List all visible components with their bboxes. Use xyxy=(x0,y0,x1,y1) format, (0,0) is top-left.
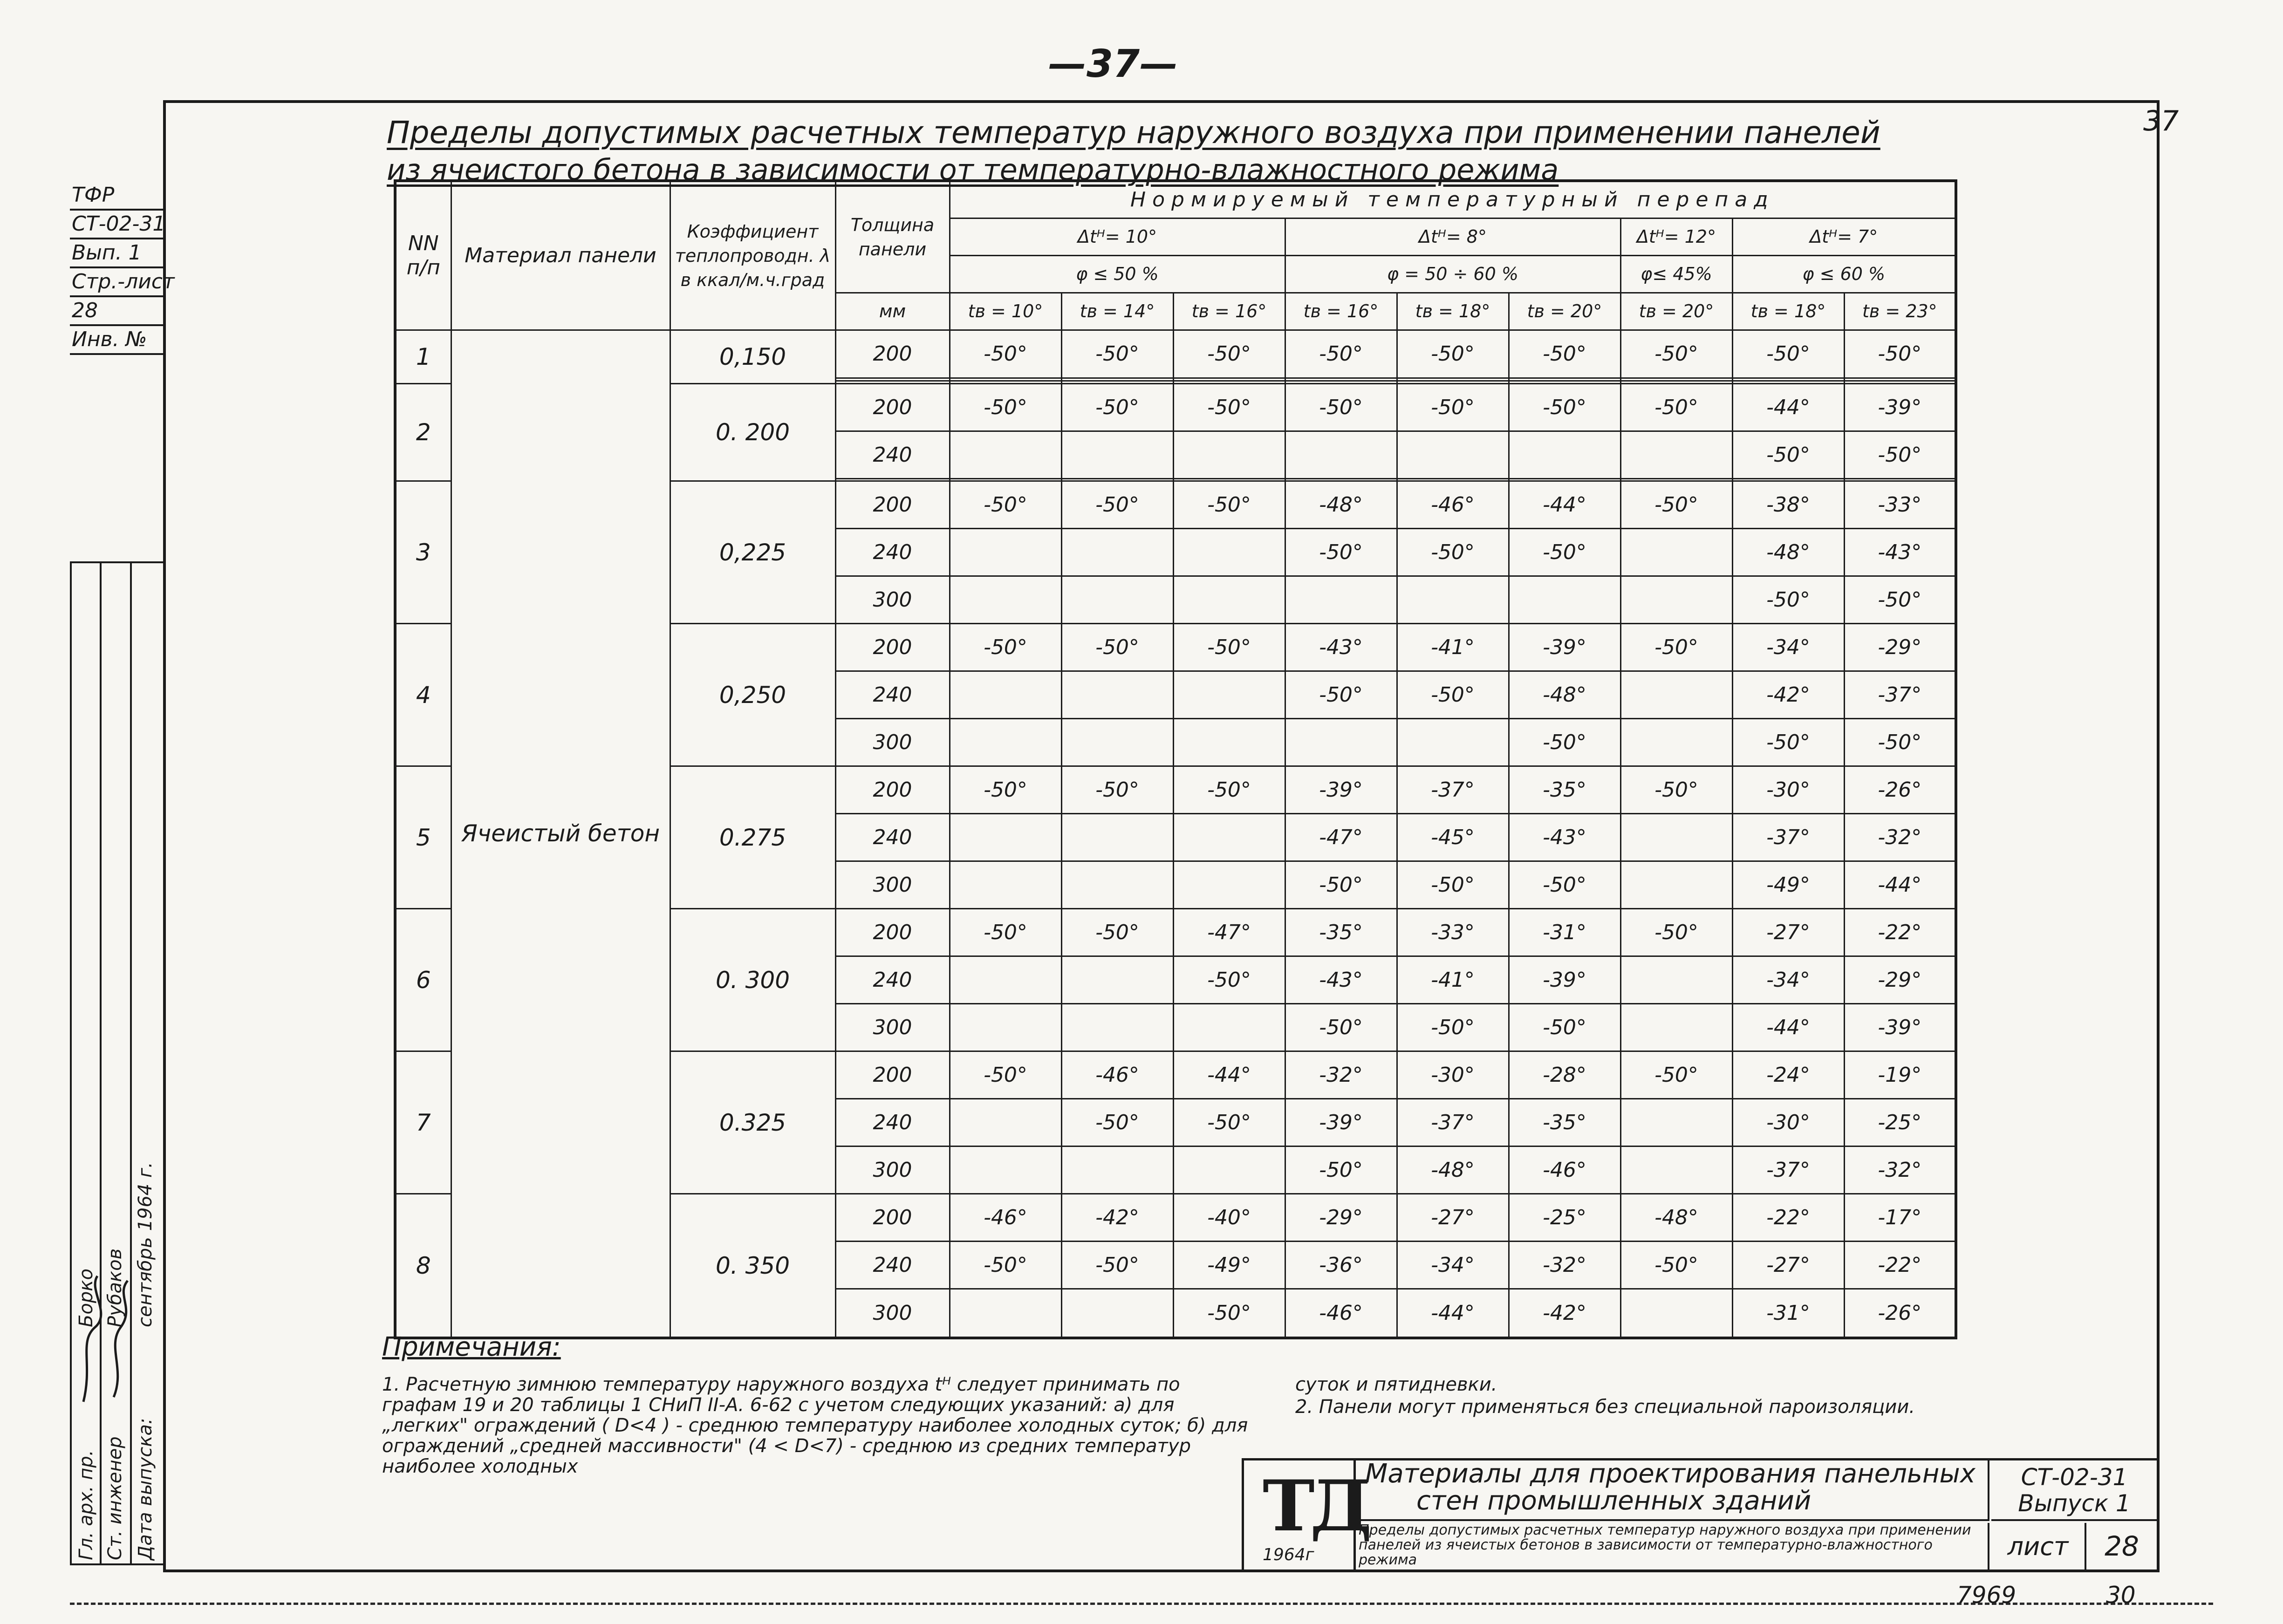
temperature-cell: -32° xyxy=(1285,1051,1397,1099)
temperature-cell: -50° xyxy=(1285,671,1397,719)
header-material: Материал панели xyxy=(451,181,670,330)
panel-thickness: 200 xyxy=(835,330,950,378)
temperature-cell: -50° xyxy=(1285,861,1397,909)
temperature-cell: -41° xyxy=(1397,624,1509,671)
temperature-cell: -50° xyxy=(1285,383,1397,431)
temperature-cell xyxy=(1620,1146,1732,1194)
temperature-cell: -42° xyxy=(1732,671,1844,719)
table-row xyxy=(395,330,1956,378)
stamp-row: Вып. 1 xyxy=(70,239,163,268)
temperature-cell: -27° xyxy=(1732,909,1844,956)
header-group-2-dt: Δtᴴ= 8° xyxy=(1285,218,1620,255)
header-col-tv: tв = 18° xyxy=(1732,293,1844,330)
temperature-cell xyxy=(1061,814,1173,861)
header-col-tv: tв = 16° xyxy=(1173,293,1285,330)
temperature-cell xyxy=(1061,719,1173,766)
temperature-cell xyxy=(1173,671,1285,719)
temperature-cell: -30° xyxy=(1732,766,1844,814)
temperature-cell: -41° xyxy=(1397,956,1509,1004)
temperature-cell: -33° xyxy=(1844,481,1956,529)
panel-thickness: 240 xyxy=(835,671,950,719)
temperature-cell: -50° xyxy=(1620,624,1732,671)
header-col-tv: tв = 23° xyxy=(1844,293,1956,330)
temperature-cell: -50° xyxy=(950,383,1061,431)
temperature-cell: -43° xyxy=(1509,814,1620,861)
header-col-tv: tв = 20° xyxy=(1509,293,1620,330)
temperature-cell: -50° xyxy=(1844,576,1956,624)
temperature-cell: -50° xyxy=(1397,1004,1509,1051)
temperature-cell: -50° xyxy=(950,1242,1061,1289)
panel-thickness: 200 xyxy=(835,1194,950,1242)
temperature-cell: -36° xyxy=(1285,1242,1397,1289)
temperature-cell: -46° xyxy=(950,1194,1061,1242)
temperature-cell: -42° xyxy=(1061,1194,1173,1242)
institute-logo xyxy=(1244,1460,1367,1570)
signature-scribble xyxy=(74,1271,158,1411)
header-group-4-humidity: φ ≤ 60 % xyxy=(1732,255,1956,293)
temperature-cell: -50° xyxy=(1620,1051,1732,1099)
page-number: —37— xyxy=(1048,42,1178,86)
temperature-cell: -37° xyxy=(1844,671,1956,719)
sheet-number: 28 xyxy=(2105,1530,2139,1562)
header-group-2-humidity: φ = 50 ÷ 60 % xyxy=(1285,255,1620,293)
stamp-row: Стр.-лист xyxy=(70,268,163,297)
header-group-3-dt: Δtᴴ= 12° xyxy=(1620,218,1732,255)
stamp-role: Ст. инженер xyxy=(104,1436,126,1560)
temperature-cell: -50° xyxy=(1397,529,1509,576)
temperature-cell: -27° xyxy=(1397,1194,1509,1242)
stamp-column-divider xyxy=(130,563,132,1563)
panel-thickness: 200 xyxy=(835,624,950,671)
temperature-cell xyxy=(1061,576,1173,624)
temperature-cell: -35° xyxy=(1285,909,1397,956)
panel-thickness: 300 xyxy=(835,576,950,624)
temperature-cell xyxy=(950,576,1061,624)
temperature-cell: -32° xyxy=(1844,814,1956,861)
header-group-3-humidity: φ≤ 45% xyxy=(1620,255,1732,293)
temperature-cell xyxy=(1620,431,1732,478)
temperature-cell: -39° xyxy=(1509,624,1620,671)
temperature-cell: -50° xyxy=(1285,529,1397,576)
panel-thickness: 300 xyxy=(835,1289,950,1338)
temperature-cell: -47° xyxy=(1173,909,1285,956)
temperature-cell: -50° xyxy=(1397,861,1509,909)
temperature-cell: -50° xyxy=(1061,383,1173,431)
temperature-cell xyxy=(1620,861,1732,909)
conductivity-coefficient: 0,250 xyxy=(670,624,835,766)
temperature-cell: -30° xyxy=(1732,1099,1844,1146)
temperature-cell xyxy=(950,1146,1061,1194)
temperature-cell xyxy=(1061,529,1173,576)
title-line-2: из ячеистого бетона в зависимости от температурно-влажностного режима xyxy=(387,153,1559,187)
temperature-cell: -26° xyxy=(1844,766,1956,814)
temperature-cell xyxy=(950,861,1061,909)
temperature-cell: -50° xyxy=(1620,1242,1732,1289)
row-number: 7 xyxy=(395,1051,451,1194)
temperature-limits-table xyxy=(394,179,1957,1339)
conductivity-coefficient: 0,150 xyxy=(670,330,835,383)
panel-thickness: 200 xyxy=(835,383,950,431)
stamp-role: Гл. арх. пр. xyxy=(75,1450,97,1560)
temperature-cell: -50° xyxy=(1173,956,1285,1004)
temperature-cell: -50° xyxy=(1285,1146,1397,1194)
temperature-cell: -50° xyxy=(1173,481,1285,529)
temperature-cell: -48° xyxy=(1620,1194,1732,1242)
temperature-cell: -50° xyxy=(1732,719,1844,766)
temperature-cell: -34° xyxy=(1732,624,1844,671)
panel-thickness: 240 xyxy=(835,1099,950,1146)
temperature-cell: -46° xyxy=(1397,481,1509,529)
temperature-cell: -50° xyxy=(1397,671,1509,719)
note-2: 2. Панели могут применяться без специальной пароизоляции. xyxy=(1295,1396,1915,1418)
temperature-cell: -47° xyxy=(1285,814,1397,861)
panel-thickness: 200 xyxy=(835,909,950,956)
temperature-cell xyxy=(1620,956,1732,1004)
title-block xyxy=(1242,1458,2160,1572)
row-number: 3 xyxy=(395,481,451,624)
row-number: 8 xyxy=(395,1194,451,1338)
conductivity-coefficient: 0. 350 xyxy=(670,1194,835,1338)
temperature-cell: -31° xyxy=(1509,909,1620,956)
issue-number: Выпуск 1 xyxy=(2018,1490,2131,1517)
conductivity-coefficient: 0.275 xyxy=(670,766,835,909)
temperature-cell: -50° xyxy=(1061,330,1173,378)
temperature-cell xyxy=(1061,671,1173,719)
temperature-cell: -50° xyxy=(1397,383,1509,431)
temperature-cell: -50° xyxy=(950,909,1061,956)
temperature-cell: -49° xyxy=(1732,861,1844,909)
left-registration-stamp xyxy=(70,182,175,355)
temperature-cell: -48° xyxy=(1285,481,1397,529)
temperature-cell: -50° xyxy=(1844,719,1956,766)
header-group-1-dt: Δtᴴ= 10° xyxy=(950,218,1285,255)
temperature-cell: -37° xyxy=(1732,1146,1844,1194)
temperature-cell: -34° xyxy=(1732,956,1844,1004)
row-number: 6 xyxy=(395,909,451,1051)
temperature-cell: -50° xyxy=(1620,383,1732,431)
header-group-1-humidity: φ ≤ 50 % xyxy=(950,255,1285,293)
temperature-cell xyxy=(1173,1004,1285,1051)
temperature-cell xyxy=(1173,576,1285,624)
temperature-cell: -39° xyxy=(1509,956,1620,1004)
conductivity-coefficient: 0. 200 xyxy=(670,383,835,481)
panel-thickness: 300 xyxy=(835,861,950,909)
temperature-cell: -48° xyxy=(1732,529,1844,576)
temperature-cell: -50° xyxy=(1061,909,1173,956)
temperature-cell xyxy=(950,719,1061,766)
stamp-column-divider xyxy=(100,563,102,1563)
temperature-cell: -50° xyxy=(1061,1099,1173,1146)
temperature-cell: -29° xyxy=(1285,1194,1397,1242)
temperature-cell xyxy=(1620,576,1732,624)
temperature-cell: -44° xyxy=(1397,1289,1509,1338)
temperature-cell: -42° xyxy=(1509,1289,1620,1338)
temperature-cell: -50° xyxy=(1173,383,1285,431)
row-number: 4 xyxy=(395,624,451,766)
row-number: 1 xyxy=(395,330,451,383)
notes-title: Примечания: xyxy=(382,1332,561,1362)
temperature-cell: -26° xyxy=(1844,1289,1956,1338)
temperature-cell: -31° xyxy=(1732,1289,1844,1338)
temperature-cell: -50° xyxy=(1732,330,1844,378)
temperature-cell: -32° xyxy=(1844,1146,1956,1194)
footer-number: 30 xyxy=(2106,1582,2136,1609)
stamp-name: Борко xyxy=(75,1269,97,1327)
temperature-cell xyxy=(1620,1289,1732,1338)
temperature-cell: -49° xyxy=(1173,1242,1285,1289)
stamp-role: Дата выпуска: xyxy=(135,1418,156,1560)
temperature-cell: -50° xyxy=(1620,481,1732,529)
temperature-cell: -46° xyxy=(1285,1289,1397,1338)
table-body xyxy=(395,330,1956,1338)
temperature-cell: -33° xyxy=(1397,909,1509,956)
temperature-cell: -50° xyxy=(1397,330,1509,378)
panel-thickness: 300 xyxy=(835,719,950,766)
temperature-cell: -50° xyxy=(1509,529,1620,576)
temperature-cell: -48° xyxy=(1509,671,1620,719)
logo-year: 1964г xyxy=(1263,1545,1314,1564)
header-col-tv: tв = 16° xyxy=(1285,293,1397,330)
temperature-cell xyxy=(950,956,1061,1004)
temperature-cell: -50° xyxy=(1285,330,1397,378)
temperature-cell xyxy=(1620,719,1732,766)
title-line-1: Пределы допустимых расчетных температур наружного воздуха при применении панелей xyxy=(387,115,1880,150)
stamp-row: 28 xyxy=(70,297,163,326)
temperature-cell: -44° xyxy=(1732,383,1844,431)
temperature-cell: -22° xyxy=(1844,909,1956,956)
panel-thickness: 300 xyxy=(835,1146,950,1194)
temperature-cell: -50° xyxy=(950,330,1061,378)
document-title xyxy=(387,114,1971,189)
temperature-cell: -50° xyxy=(1061,1242,1173,1289)
header-group-4-dt: Δtᴴ= 7° xyxy=(1732,218,1956,255)
temperature-cell xyxy=(1061,431,1173,478)
header-thickness-unit: мм xyxy=(835,293,950,330)
header-nn: NN п/п xyxy=(395,181,451,330)
conductivity-coefficient: 0.325 xyxy=(670,1051,835,1194)
temperature-cell: -39° xyxy=(1285,766,1397,814)
stamp-row: Инв. № xyxy=(70,326,163,355)
temperature-cell xyxy=(1173,529,1285,576)
temperature-cell: -46° xyxy=(1509,1146,1620,1194)
series-code: СТ-02-31 xyxy=(2021,1464,2128,1491)
material-name: Ячеистый бетон xyxy=(451,330,670,1338)
temperature-cell: -50° xyxy=(1173,1289,1285,1338)
temperature-cell xyxy=(1061,956,1173,1004)
temperature-cell: -50° xyxy=(1285,1004,1397,1051)
corner-sheet-number: 37 xyxy=(2143,105,2179,137)
temperature-cell xyxy=(1061,861,1173,909)
temperature-cell: -50° xyxy=(1061,624,1173,671)
temperature-cell: -25° xyxy=(1844,1099,1956,1146)
temperature-cell: -37° xyxy=(1397,766,1509,814)
left-signature-stamp xyxy=(70,561,163,1565)
header-temperature-difference: Нормируемый температурный перепад xyxy=(950,181,1956,218)
temperature-cell: -50° xyxy=(1620,330,1732,378)
panel-thickness: 240 xyxy=(835,956,950,1004)
temperature-cell xyxy=(1397,431,1509,478)
temperature-cell: -37° xyxy=(1397,1099,1509,1146)
temperature-cell: -50° xyxy=(1173,766,1285,814)
temperature-cell xyxy=(950,814,1061,861)
note-1: 1. Расчетную зимнюю температуру наружного воздуха tᴴ следует принимать по графам 19 и 20 таблицы 1 СНиП II-А. 6-62 с учетом следующих указаний: а) для „легких" ограждений ( D<4 ) - среднюю температуру наиболее холодных суток; б) для ограждений „средней массивности" (4 < D<7) - среднюю из средних температур наиболее холодных xyxy=(382,1374,1248,1477)
header-col-tv: tв = 10° xyxy=(950,293,1061,330)
temperature-cell xyxy=(1285,431,1397,478)
temperature-cell xyxy=(1173,814,1285,861)
row-number: 2 xyxy=(395,383,451,481)
stamp-row: СТ-02-31 xyxy=(70,211,163,239)
temperature-cell: -43° xyxy=(1844,529,1956,576)
temperature-cell xyxy=(1061,1289,1173,1338)
temperature-cell: -50° xyxy=(1620,766,1732,814)
title-block-subtitle: Пределы допустимых расчетных температур наружного воздуха при применении панелей из ячеистых бетонов в зависимости от температурно-влажностного режима xyxy=(1356,1523,1989,1570)
temperature-cell: -48° xyxy=(1397,1146,1509,1194)
temperature-cell: -32° xyxy=(1509,1242,1620,1289)
temperature-cell xyxy=(1397,576,1509,624)
temperature-cell xyxy=(1620,1004,1732,1051)
temperature-cell: -44° xyxy=(1732,1004,1844,1051)
temperature-cell: -24° xyxy=(1732,1051,1844,1099)
temperature-cell: -44° xyxy=(1844,861,1956,909)
temperature-cell: -34° xyxy=(1397,1242,1509,1289)
temperature-cell: -29° xyxy=(1844,624,1956,671)
temperature-cell xyxy=(1620,529,1732,576)
header-col-tv: tв = 18° xyxy=(1397,293,1509,330)
temperature-cell xyxy=(1285,576,1397,624)
temperature-cell: -50° xyxy=(1732,576,1844,624)
panel-thickness: 200 xyxy=(835,481,950,529)
header-col-tv: tв = 14° xyxy=(1061,293,1173,330)
temperature-cell: -43° xyxy=(1285,956,1397,1004)
temperature-cell xyxy=(950,431,1061,478)
temperature-cell xyxy=(950,1004,1061,1051)
temperature-cell xyxy=(1061,1004,1173,1051)
title-block-line-1: Материалы для проектирования панельных xyxy=(1365,1459,1975,1489)
stamp-row: ТФР xyxy=(70,182,163,211)
title-block-main xyxy=(1356,1460,1989,1521)
panel-thickness: 240 xyxy=(835,1242,950,1289)
temperature-cell: -30° xyxy=(1397,1051,1509,1099)
temperature-cell: -37° xyxy=(1732,814,1844,861)
temperature-cell: -50° xyxy=(1509,1004,1620,1051)
temperature-cell: -22° xyxy=(1844,1242,1956,1289)
temperature-cell: -50° xyxy=(1509,719,1620,766)
temperature-cell xyxy=(1285,719,1397,766)
note-1-end: суток и пятидневки. xyxy=(1295,1374,1497,1395)
temperature-cell: -39° xyxy=(1844,383,1956,431)
header-coefficient: Коэффициент теплопроводн. λ в ккал/м.ч.град xyxy=(670,181,835,330)
temperature-cell xyxy=(1620,814,1732,861)
row-number: 5 xyxy=(395,766,451,909)
temperature-cell xyxy=(1173,719,1285,766)
footer-number: 7969 xyxy=(1957,1582,2016,1609)
temperature-cell: -50° xyxy=(1509,383,1620,431)
temperature-cell: -43° xyxy=(1285,624,1397,671)
temperature-cell: -44° xyxy=(1509,481,1620,529)
stamp-name: Рубаков xyxy=(104,1248,126,1327)
panel-thickness: 300 xyxy=(835,1004,950,1051)
temperature-cell: -50° xyxy=(1620,909,1732,956)
temperature-cell: -50° xyxy=(950,481,1061,529)
temperature-cell: -40° xyxy=(1173,1194,1285,1242)
bottom-cut-line xyxy=(70,1603,2213,1605)
panel-thickness: 200 xyxy=(835,766,950,814)
panel-thickness: 240 xyxy=(835,431,950,478)
temperature-cell xyxy=(1620,671,1732,719)
temperature-cell: -50° xyxy=(950,624,1061,671)
temperature-cell: -50° xyxy=(1061,766,1173,814)
temperature-cell xyxy=(950,671,1061,719)
temperature-cell: -50° xyxy=(950,1051,1061,1099)
temperature-cell: -39° xyxy=(1844,1004,1956,1051)
temperature-cell: -50° xyxy=(1061,481,1173,529)
temperature-cell: -28° xyxy=(1509,1051,1620,1099)
temperature-cell xyxy=(950,529,1061,576)
header-col-tv: tв = 20° xyxy=(1620,293,1732,330)
temperature-cell xyxy=(1173,861,1285,909)
temperature-cell xyxy=(950,1289,1061,1338)
temperature-cell: -50° xyxy=(1844,330,1956,378)
temperature-cell: -46° xyxy=(1061,1051,1173,1099)
temperature-cell: -50° xyxy=(950,766,1061,814)
panel-thickness: 240 xyxy=(835,814,950,861)
panel-thickness: 240 xyxy=(835,529,950,576)
temperature-cell: -44° xyxy=(1173,1051,1285,1099)
temperature-cell: -35° xyxy=(1509,766,1620,814)
temperature-cell xyxy=(1397,719,1509,766)
temperature-cell: -35° xyxy=(1509,1099,1620,1146)
temperature-cell: -22° xyxy=(1732,1194,1844,1242)
sheet-label: лист xyxy=(1991,1523,2086,1570)
temperature-cell: -45° xyxy=(1397,814,1509,861)
temperature-cell: -17° xyxy=(1844,1194,1956,1242)
temperature-cell: -50° xyxy=(1732,431,1844,478)
stamp-date: сентябрь 1964 г. xyxy=(135,1162,156,1327)
temperature-cell xyxy=(950,1099,1061,1146)
temperature-cell: -38° xyxy=(1732,481,1844,529)
title-block-line-2: стен промышленных зданий xyxy=(1416,1486,1811,1516)
temperature-cell: -50° xyxy=(1509,861,1620,909)
temperature-cell xyxy=(1173,431,1285,478)
logo-mark: ТД xyxy=(1263,1465,1367,1547)
panel-thickness: 200 xyxy=(835,1051,950,1099)
temperature-cell xyxy=(1173,1146,1285,1194)
temperature-cell xyxy=(1061,1146,1173,1194)
temperature-cell: -27° xyxy=(1732,1242,1844,1289)
temperature-cell: -39° xyxy=(1285,1099,1397,1146)
temperature-cell: -50° xyxy=(1173,624,1285,671)
temperature-cell: -50° xyxy=(1844,431,1956,478)
temperature-cell xyxy=(1620,1099,1732,1146)
temperature-cell: -50° xyxy=(1173,330,1285,378)
temperature-cell: -50° xyxy=(1509,330,1620,378)
title-block-code xyxy=(1991,1460,2157,1521)
temperature-cell xyxy=(1509,431,1620,478)
conductivity-coefficient: 0. 300 xyxy=(670,909,835,1051)
conductivity-coefficient: 0,225 xyxy=(670,481,835,624)
header-thickness: Толщина панели xyxy=(835,181,950,293)
temperature-cell: -29° xyxy=(1844,956,1956,1004)
temperature-cell: -50° xyxy=(1173,1099,1285,1146)
temperature-cell xyxy=(1509,576,1620,624)
temperature-cell: -25° xyxy=(1509,1194,1620,1242)
temperature-cell: -19° xyxy=(1844,1051,1956,1099)
